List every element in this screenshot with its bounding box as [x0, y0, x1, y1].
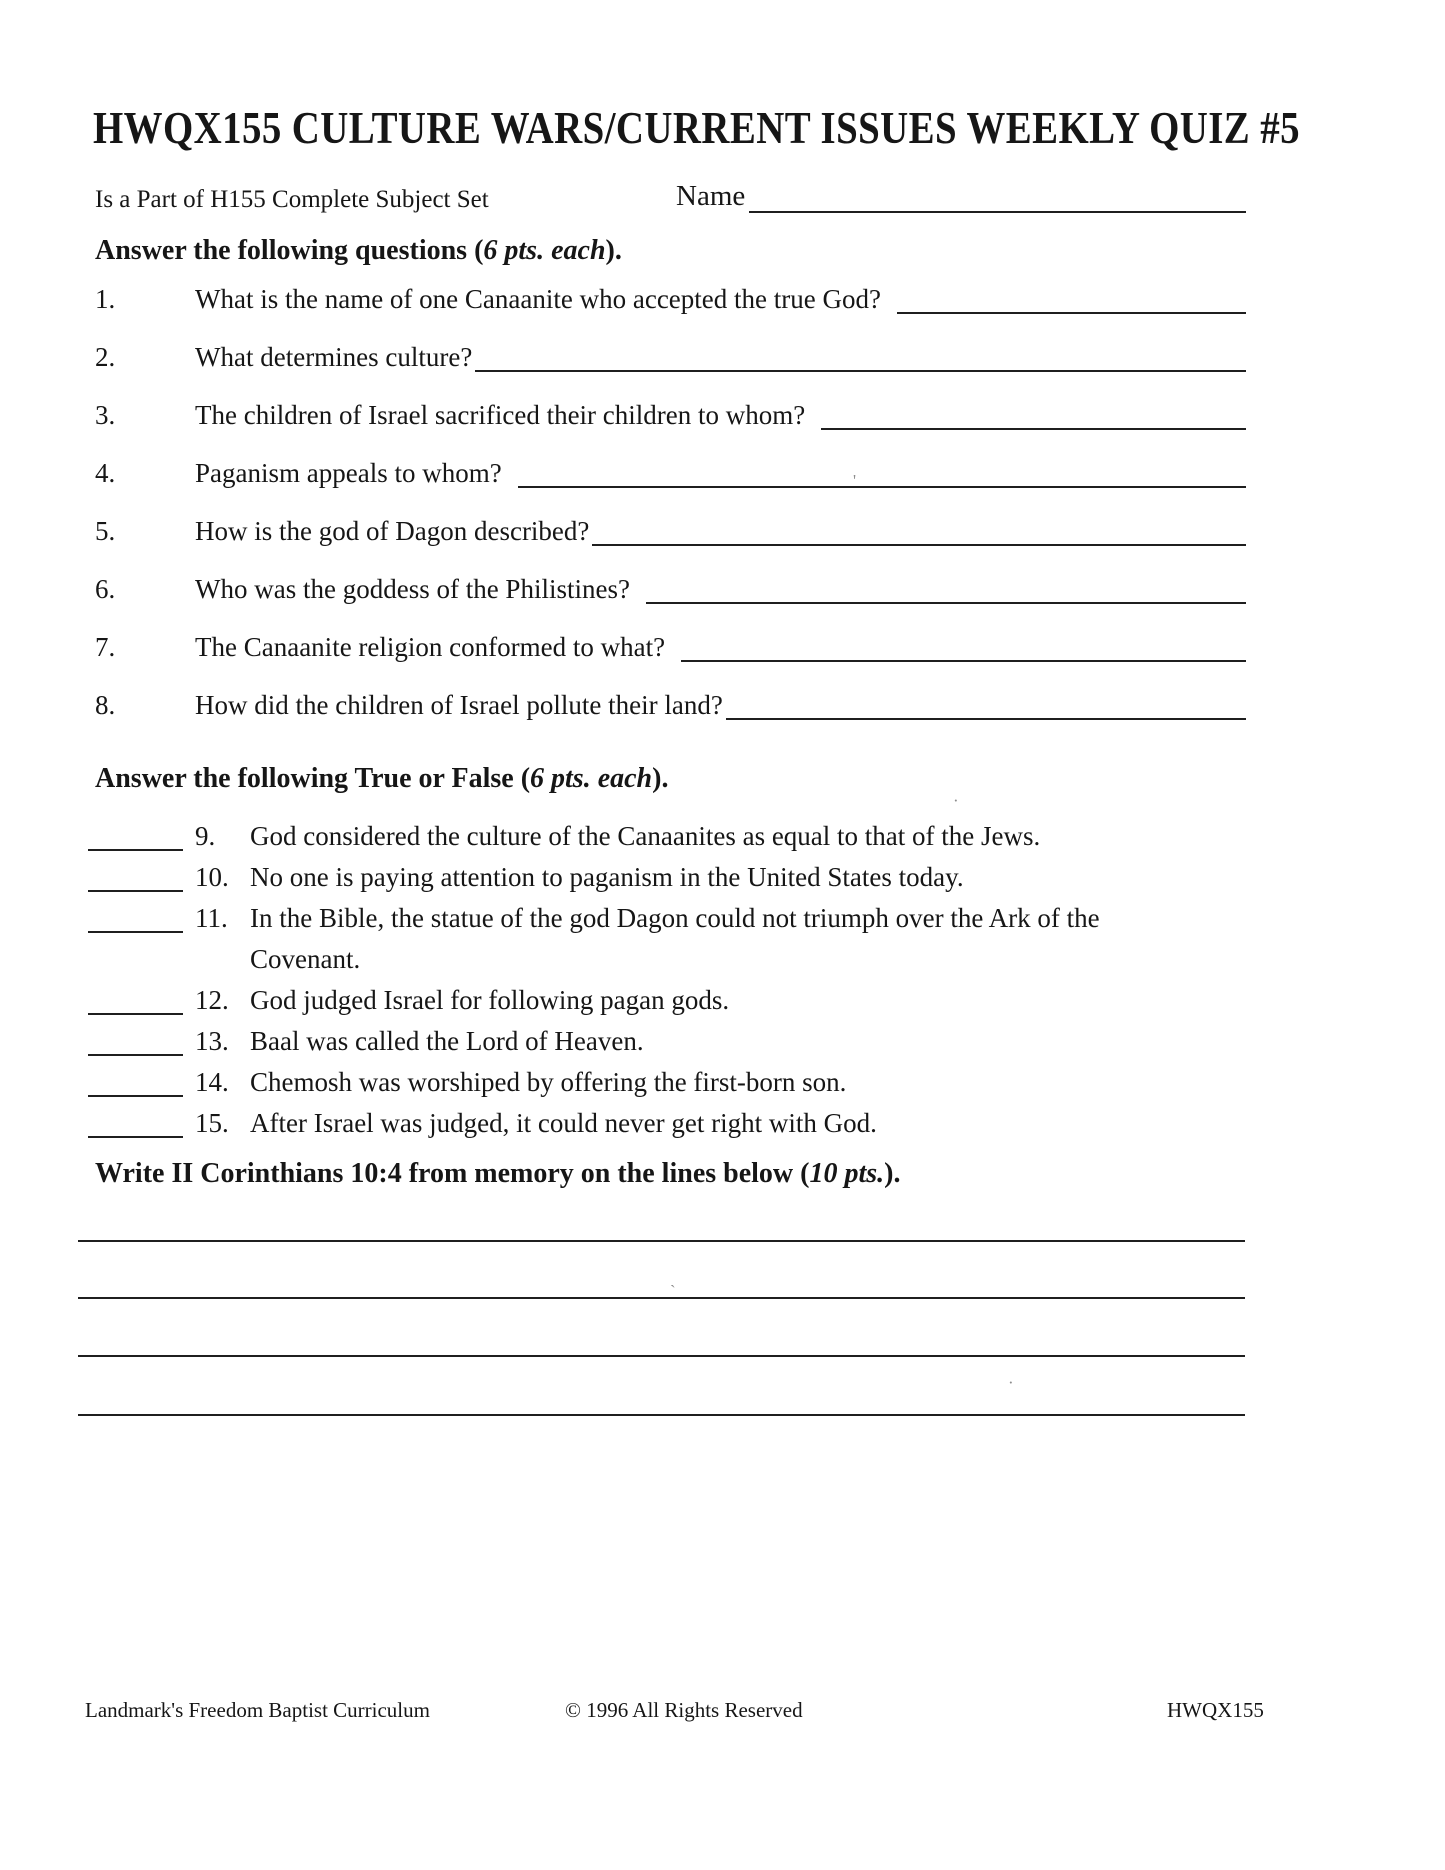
true-false-heading-end: ).: [652, 763, 669, 794]
question-number: 6.: [95, 574, 116, 604]
questions-heading-points: 6 pts. each: [483, 235, 606, 266]
true-false-number: 14.: [195, 1067, 229, 1097]
answer-line: [821, 398, 1246, 430]
question-row-8: [95, 688, 1246, 722]
true-false-number: 10.: [195, 862, 229, 892]
true-false-section-heading: [95, 763, 668, 795]
true-false-blank-line: [88, 901, 183, 933]
question-text: How did the children of Israel pollute their land?: [195, 690, 723, 720]
true-false-row-11: [88, 901, 1100, 935]
true-false-text: Chemosh was worshiped by offering the first-born son.: [250, 1067, 847, 1097]
true-false-blank-line: [88, 1106, 183, 1138]
true-false-number: 9.: [195, 821, 216, 851]
question-row-5: [95, 514, 1246, 548]
true-false-blank-line: [88, 819, 183, 851]
question-row-2: [95, 340, 1246, 374]
question-number: 2.: [95, 342, 116, 372]
answer-line: [646, 572, 1246, 604]
page-title: HWQX155 CULTURE WARS/CURRENT ISSUES WEEKLY QUIZ #5: [93, 102, 1301, 153]
question-text: Who was the goddess of the Philistines?: [195, 574, 630, 604]
true-false-row-12: [88, 983, 729, 1017]
name-field-row: [676, 180, 1246, 213]
memory-verse-heading: [95, 1158, 900, 1190]
scan-speck: ·: [1008, 1373, 1014, 1392]
question-row-6: [95, 572, 1246, 606]
true-false-text: After Israel was judged, it could never get right with God.: [250, 1108, 877, 1138]
memory-verse-heading-points: 10 pts.: [809, 1158, 885, 1189]
scan-speck: `: [670, 1282, 676, 1301]
question-row-4: [95, 456, 1246, 490]
true-false-row-10: [88, 860, 964, 894]
name-blank-line: [749, 180, 1246, 213]
answer-line: [681, 630, 1246, 662]
memory-verse-heading-end: ).: [884, 1158, 901, 1189]
questions-section-heading: [95, 235, 622, 267]
true-false-row-14: [88, 1065, 846, 1099]
name-label: Name: [676, 180, 746, 212]
true-false-text-continued: Covenant.: [250, 944, 361, 974]
true-false-text: In the Bible, the statue of the god Dagon could not triumph over the Ark of the: [250, 903, 1100, 933]
true-false-heading-points: 6 pts. each: [530, 763, 653, 794]
writing-line-2: [78, 1297, 1245, 1299]
true-false-text: God considered the culture of the Canaanites as equal to that of the Jews.: [250, 821, 1041, 851]
question-number: 1.: [95, 284, 116, 314]
true-false-number: 12.: [195, 985, 229, 1015]
true-false-number: 15.: [195, 1108, 229, 1138]
question-number: 4.: [95, 458, 116, 488]
writing-line-1: [78, 1240, 1245, 1242]
answer-line: [592, 514, 1246, 546]
true-false-blank-line: [88, 983, 183, 1015]
footer-form-code: HWQX155: [1167, 1698, 1264, 1722]
true-false-number: 13.: [195, 1026, 229, 1056]
answer-line: [726, 688, 1246, 720]
true-false-row-9: [88, 819, 1040, 853]
memory-verse-heading-text: Write II Corinthians 10:4 from memory on the lines below (: [95, 1158, 810, 1189]
question-number: 3.: [95, 400, 116, 430]
question-text: Paganism appeals to whom?: [195, 458, 502, 488]
true-false-number: 11.: [195, 903, 228, 933]
question-text: How is the god of Dagon described?: [195, 516, 590, 546]
question-number: 7.: [95, 632, 116, 662]
question-number: 8.: [95, 690, 116, 720]
true-false-text: God judged Israel for following pagan gods.: [250, 985, 730, 1015]
question-row-7: [95, 630, 1246, 664]
true-false-text: Baal was called the Lord of Heaven.: [250, 1026, 644, 1056]
question-row-1: [95, 282, 1246, 316]
question-text: What is the name of one Canaanite who accepted the true God?: [195, 284, 881, 314]
answer-line: [518, 456, 1246, 488]
questions-heading-text: Answer the following questions (: [95, 235, 484, 266]
writing-line-3: [78, 1355, 1245, 1357]
answer-line: [475, 340, 1246, 372]
question-text: What determines culture?: [195, 342, 473, 372]
scan-speck: ': [853, 471, 857, 490]
question-number: 5.: [95, 516, 116, 546]
true-false-row-13: [88, 1024, 644, 1058]
footer-curriculum-name: Landmark's Freedom Baptist Curriculum: [85, 1698, 430, 1722]
true-false-blank-line: [88, 1024, 183, 1056]
answer-line: [897, 282, 1246, 314]
true-false-blank-line: [88, 860, 183, 892]
question-row-3: [95, 398, 1246, 432]
true-false-heading-text: Answer the following True or False (: [95, 763, 531, 794]
true-false-text: No one is paying attention to paganism in the United States today.: [250, 862, 964, 892]
question-text: The Canaanite religion conformed to what?: [195, 632, 666, 662]
true-false-row-15: [88, 1106, 877, 1140]
true-false-blank-line: [88, 1065, 183, 1097]
question-text: The children of Israel sacrificed their children to whom?: [195, 400, 806, 430]
writing-line-4: [78, 1414, 1245, 1416]
subject-note: Is a Part of H155 Complete Subject Set: [95, 186, 489, 213]
questions-heading-end: ).: [605, 235, 622, 266]
scan-speck: ·: [953, 791, 959, 810]
footer-copyright: © 1996 All Rights Reserved: [565, 1698, 803, 1722]
